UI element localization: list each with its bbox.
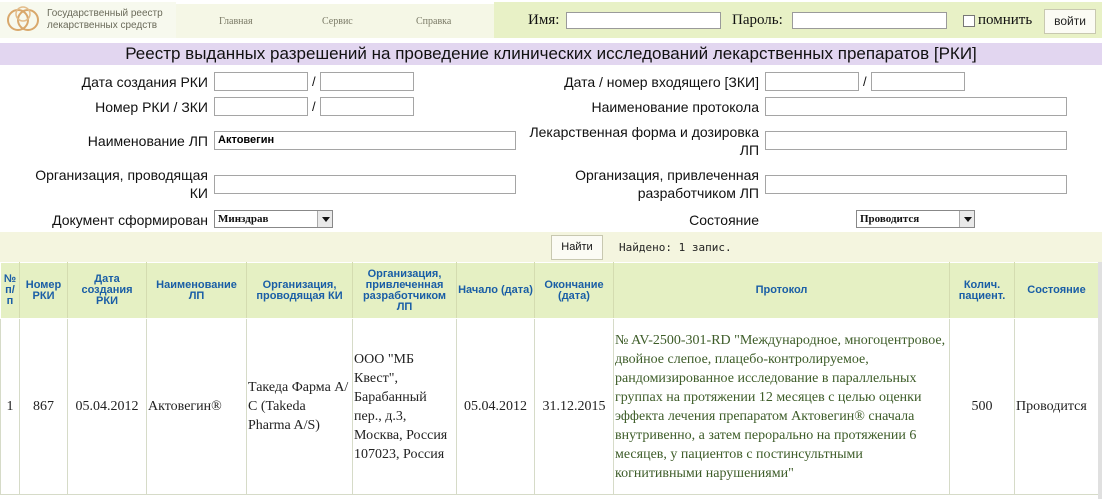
nav-help[interactable]: Справка <box>416 16 452 27</box>
created-date-slash: / <box>312 74 316 89</box>
created-date-from-input[interactable] <box>214 72 308 91</box>
cell-org: Такеда Фарма А/С (Takeda Pharma A/S) <box>247 319 353 495</box>
logo-text-line2: лекарственных средств <box>47 20 158 31</box>
org-input[interactable] <box>214 175 516 194</box>
cell-protocol: № AV-2500-301-RD "Международное, многоцентровое, двойное слепое, плацебо-контролируемое, рандомизированное исследование в параллельных группах на протяжении 12 месяцев с целью оценки эффекта лечения препаратом Актовегин® сначала внутривенно, а затем перорально на протяжении 6 месяцев, у пациентов с постинсультными когнитивными нарушениями" <box>614 319 950 495</box>
cell-created: 05.04.2012 <box>68 319 147 495</box>
password-input[interactable] <box>792 12 947 29</box>
rki-number-input[interactable] <box>214 97 308 116</box>
incoming-label: Дата / номер входящего [ЗКИ] <box>564 74 759 90</box>
form-dose-label <box>505 123 759 159</box>
col-header-protocol[interactable]: Протокол <box>614 263 950 319</box>
search-form <box>0 65 1102 232</box>
doc-label: Документ сформирован <box>52 212 208 228</box>
find-button[interactable]: Найти <box>551 235 603 260</box>
cell-start: 05.04.2012 <box>457 319 535 495</box>
table-header-row <box>1 263 1099 319</box>
col-header-developer[interactable]: Организация, привлеченная разработчиком ЛП <box>353 263 457 319</box>
col-header-end[interactable]: Окончание (дата) <box>535 263 614 319</box>
cell-num: 1 <box>1 319 20 495</box>
cell-drug: Актовегин® <box>147 319 247 495</box>
developer-label-line2: разработчиком ЛП <box>637 185 759 201</box>
chevron-down-icon <box>959 211 974 227</box>
created-date-to-input[interactable] <box>320 72 414 91</box>
col-header-created[interactable]: Дата создания РКИ <box>68 263 147 319</box>
name-label: Имя: <box>528 12 560 28</box>
protocol-label: Наименование протокола <box>591 99 759 115</box>
drug-name-label: Наименование ЛП <box>87 133 208 149</box>
login-button[interactable]: войти <box>1044 9 1096 34</box>
results-table <box>0 262 1099 495</box>
logo-text-line1: Государственный реестр <box>47 8 163 19</box>
remember-label: помнить <box>978 12 1033 28</box>
main-nav <box>176 4 494 38</box>
col-header-org[interactable]: Организация, проводящая КИ <box>247 263 353 319</box>
table-row[interactable] <box>1 319 1099 495</box>
incoming-number-input[interactable] <box>871 72 965 91</box>
zki-number-input[interactable] <box>320 97 414 116</box>
cell-end: 31.12.2015 <box>535 319 614 495</box>
top-bar <box>0 0 1102 40</box>
registry-logo[interactable] <box>0 2 176 38</box>
form-dose-label-line2: ЛП <box>739 142 759 158</box>
incoming-date-input[interactable] <box>765 72 859 91</box>
cell-developer: ООО "МБ Квест", Барабанный пер., д.3, Москва, Россия 107023, Россия <box>353 319 457 495</box>
org-label-line2: КИ <box>189 185 208 201</box>
scrollbar[interactable] <box>1098 262 1102 499</box>
state-select[interactable] <box>856 210 975 228</box>
rki-number-slash: / <box>312 99 316 114</box>
cell-patients: 500 <box>950 319 1015 495</box>
form-dose-label-line1: Лекарственная форма и дозировка <box>529 124 759 140</box>
page-title: Реестр выданных разрешений на проведение клинических исследований лекарственных препаратов [РКИ] <box>0 43 1102 65</box>
protocol-input[interactable] <box>765 97 1067 116</box>
state-label: Состояние <box>689 212 759 228</box>
registry-logo-icon <box>6 5 42 35</box>
org-label <box>10 166 208 202</box>
developer-input[interactable] <box>765 175 1067 194</box>
developer-label-line1: Организация, привлеченная <box>575 167 759 183</box>
cell-state: Проводится <box>1015 319 1099 495</box>
org-label-line1: Организация, проводящая <box>35 167 208 183</box>
col-header-state[interactable]: Состояние <box>1015 263 1099 319</box>
created-date-label: Дата создания РКИ <box>81 74 208 90</box>
remember-checkbox[interactable] <box>963 15 975 27</box>
doc-select[interactable] <box>214 210 333 228</box>
col-header-drug[interactable]: Наименование ЛП <box>147 263 247 319</box>
nav-service[interactable]: Сервис <box>322 16 353 27</box>
state-select-value: Проводится <box>860 213 920 225</box>
form-dose-input[interactable] <box>765 131 1067 150</box>
logo-text <box>47 8 163 32</box>
login-panel <box>494 2 1102 38</box>
col-header-start[interactable]: Начало (дата) <box>457 263 535 319</box>
drug-name-input[interactable]: Актовегин <box>214 131 516 150</box>
search-bar <box>0 232 1102 262</box>
found-count: Найдено: 1 запис. <box>619 241 732 254</box>
doc-select-value: Минздрав <box>218 213 269 225</box>
password-label: Пароль: <box>732 12 783 28</box>
col-header-num[interactable]: № п/п <box>1 263 20 319</box>
cell-rki-number: 867 <box>20 319 68 495</box>
incoming-slash: / <box>863 74 867 89</box>
col-header-patients[interactable]: Колич. пациент. <box>950 263 1015 319</box>
chevron-down-icon <box>317 211 332 227</box>
developer-label <box>520 166 759 202</box>
col-header-rki-number[interactable]: Номер РКИ <box>20 263 68 319</box>
rki-number-label: Номер РКИ / ЗКИ <box>95 99 208 115</box>
name-input[interactable] <box>566 12 721 29</box>
nav-home[interactable]: Главная <box>219 16 253 27</box>
